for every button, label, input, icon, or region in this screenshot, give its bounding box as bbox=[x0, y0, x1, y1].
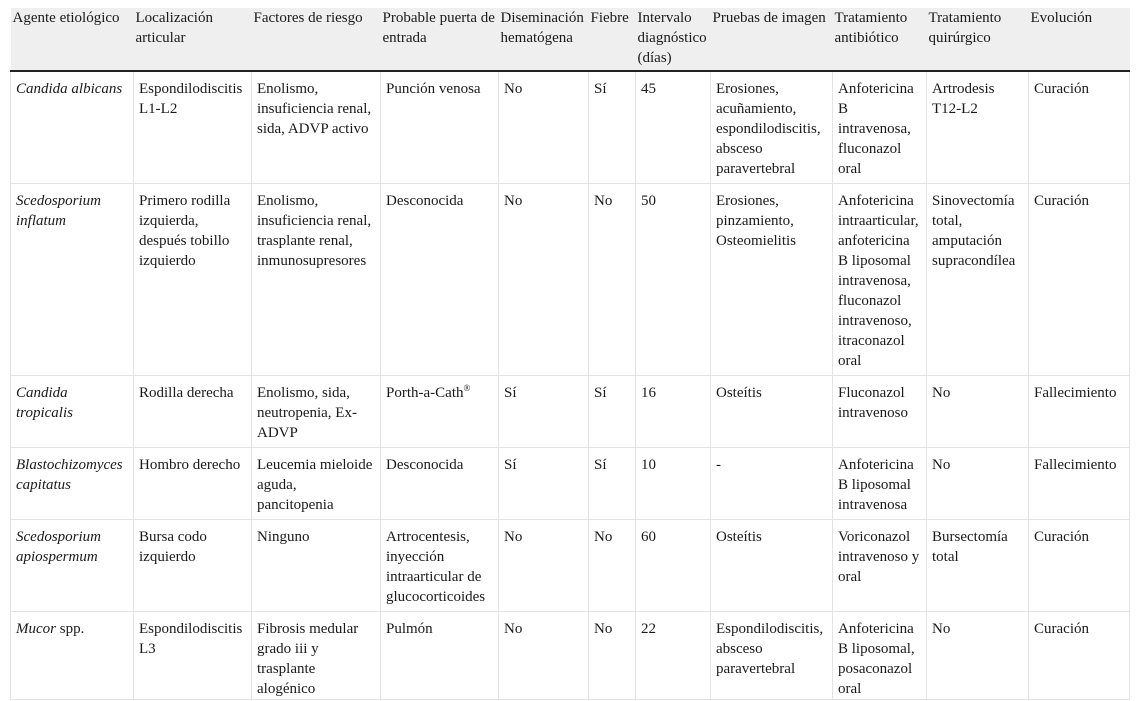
cell-fever: Sí bbox=[589, 448, 636, 520]
agent-name: Candida albicans bbox=[16, 81, 123, 97]
cell-imaging: Espondilodiscitis, absceso paravertebral bbox=[711, 612, 833, 700]
cell-location: Hombro derecho bbox=[134, 448, 252, 520]
cell-antibiotic-treatment: Voriconazol intravenoso y oral bbox=[833, 520, 927, 612]
cell-outcome: Curación bbox=[1029, 520, 1130, 612]
cell-entry-point bbox=[381, 612, 499, 700]
cell-location: Espondilodiscitis L1-L2 bbox=[134, 71, 252, 184]
cell-diagnostic-interval: 60 bbox=[636, 520, 711, 612]
cell-hematogenous-spread: No bbox=[499, 612, 589, 700]
cell-surgical-treatment: Artrodesis T12-L2 bbox=[927, 71, 1029, 184]
cell-fever: No bbox=[589, 520, 636, 612]
cell-imaging: Osteítis bbox=[711, 520, 833, 612]
agent-name: Mucor bbox=[16, 621, 56, 637]
cell-risk-factors: Enolismo, insuficiencia renal, trasplante renal, inmunosupresores bbox=[252, 184, 381, 376]
table-row bbox=[11, 520, 1130, 612]
cell-antibiotic-treatment: Anfotericina B intravenosa, fluconazol oral bbox=[833, 71, 927, 184]
cell-risk-factors: Fibrosis medular grado iii y trasplante alogénico bbox=[252, 612, 381, 700]
entry-text: Pulmón bbox=[386, 621, 433, 637]
cell-imaging: Erosiones, acuñamiento, espondilodiscitis, absceso paravertebral bbox=[711, 71, 833, 184]
cell-antibiotic-treatment: Fluconazol intravenoso bbox=[833, 376, 927, 448]
agent-suffix: spp. bbox=[56, 621, 85, 637]
cell-outcome: Curación bbox=[1029, 612, 1130, 700]
header-outcome: Evolución bbox=[1029, 8, 1130, 71]
cell-risk-factors: Leucemia mieloide aguda, pancitopenia bbox=[252, 448, 381, 520]
entry-sup: ® bbox=[463, 383, 471, 393]
cell-diagnostic-interval: 45 bbox=[636, 71, 711, 184]
cell-surgical-treatment: No bbox=[927, 612, 1029, 700]
cell-imaging: Erosiones, pinzamiento, Osteomielitis bbox=[711, 184, 833, 376]
header-diagnostic-interval: Intervalo diagnóstico (días) bbox=[636, 8, 711, 71]
cell-agent bbox=[11, 184, 134, 376]
header-hematogenous-spread: Diseminación hematógena bbox=[499, 8, 589, 71]
table-row bbox=[11, 71, 1130, 184]
entry-text: Porth-a-Cath bbox=[386, 385, 464, 401]
cell-entry-point bbox=[381, 71, 499, 184]
cell-hematogenous-spread: No bbox=[499, 184, 589, 376]
cell-agent bbox=[11, 448, 134, 520]
cell-fever: Sí bbox=[589, 376, 636, 448]
cell-hematogenous-spread: Sí bbox=[499, 448, 589, 520]
header-location: Localización articular bbox=[134, 8, 252, 71]
entry-text: Desconocida bbox=[386, 193, 464, 209]
header-fever: Fiebre bbox=[589, 8, 636, 71]
agent-name: Scedosporium apiospermum bbox=[16, 529, 101, 565]
agent-name: Candida tropicalis bbox=[16, 385, 73, 421]
cell-fever: No bbox=[589, 612, 636, 700]
cell-diagnostic-interval: 16 bbox=[636, 376, 711, 448]
cell-diagnostic-interval: 10 bbox=[636, 448, 711, 520]
header-agent: Agente etiológico bbox=[11, 8, 134, 71]
cell-location: Bursa codo izquierdo bbox=[134, 520, 252, 612]
cell-surgical-treatment: Bursectomía total bbox=[927, 520, 1029, 612]
header-imaging: Pruebas de imagen bbox=[711, 8, 833, 71]
cell-hematogenous-spread: No bbox=[499, 520, 589, 612]
agent-name: Blastochizomyces capitatus bbox=[16, 457, 123, 493]
clinical-cases-table bbox=[10, 8, 1130, 700]
cell-diagnostic-interval: 22 bbox=[636, 612, 711, 700]
cell-hematogenous-spread: No bbox=[499, 71, 589, 184]
cell-fever: Sí bbox=[589, 71, 636, 184]
cell-surgical-treatment: No bbox=[927, 376, 1029, 448]
entry-text: Artrocentesis, inyección intraarticular de glucocorticoides bbox=[386, 529, 486, 605]
cell-outcome: Fallecimiento bbox=[1029, 376, 1130, 448]
cell-outcome: Curación bbox=[1029, 184, 1130, 376]
table-row bbox=[11, 184, 1130, 376]
cell-surgical-treatment: No bbox=[927, 448, 1029, 520]
cell-agent bbox=[11, 520, 134, 612]
cell-outcome: Fallecimiento bbox=[1029, 448, 1130, 520]
cell-imaging: Osteítis bbox=[711, 376, 833, 448]
cell-risk-factors: Ninguno bbox=[252, 520, 381, 612]
cell-entry-point bbox=[381, 184, 499, 376]
header-antibiotic-treatment: Tratamiento antibiótico bbox=[833, 8, 927, 71]
cell-antibiotic-treatment: Anfotericina B liposomal intravenosa bbox=[833, 448, 927, 520]
cell-risk-factors: Enolismo, insuficiencia renal, sida, ADVP activo bbox=[252, 71, 381, 184]
cell-agent bbox=[11, 612, 134, 700]
table-row bbox=[11, 448, 1130, 520]
table-row bbox=[11, 612, 1130, 700]
cell-agent bbox=[11, 71, 134, 184]
cell-location: Primero rodilla izquierda, después tobillo izquierdo bbox=[134, 184, 252, 376]
header-risk-factors: Factores de riesgo bbox=[252, 8, 381, 71]
cell-hematogenous-spread: Sí bbox=[499, 376, 589, 448]
cell-fever: No bbox=[589, 184, 636, 376]
entry-text: Punción venosa bbox=[386, 81, 481, 97]
cell-surgical-treatment: Sinovectomía total, amputación supracondílea bbox=[927, 184, 1029, 376]
cell-outcome: Curación bbox=[1029, 71, 1130, 184]
cell-imaging: - bbox=[711, 448, 833, 520]
cell-diagnostic-interval: 50 bbox=[636, 184, 711, 376]
entry-text: Desconocida bbox=[386, 457, 464, 473]
cell-entry-point bbox=[381, 376, 499, 448]
cell-antibiotic-treatment: Anfotericina intraarticular, anfotericina B liposomal intravenosa, fluconazol intravenoso, itraconazol oral bbox=[833, 184, 927, 376]
cell-location: Rodilla derecha bbox=[134, 376, 252, 448]
cell-antibiotic-treatment: Anfotericina B liposomal, posaconazol oral bbox=[833, 612, 927, 700]
header-surgical-treatment: Tratamiento quirúrgico bbox=[927, 8, 1029, 71]
cell-risk-factors: Enolismo, sida, neutropenia, Ex-ADVP bbox=[252, 376, 381, 448]
agent-name: Scedosporium inflatum bbox=[16, 193, 101, 229]
cell-entry-point bbox=[381, 448, 499, 520]
table-row bbox=[11, 376, 1130, 448]
cell-agent bbox=[11, 376, 134, 448]
header-row bbox=[11, 8, 1130, 71]
header-entry-point: Probable puerta de entrada bbox=[381, 8, 499, 71]
cell-entry-point bbox=[381, 520, 499, 612]
cell-location: Espondilodiscitis L3 bbox=[134, 612, 252, 700]
